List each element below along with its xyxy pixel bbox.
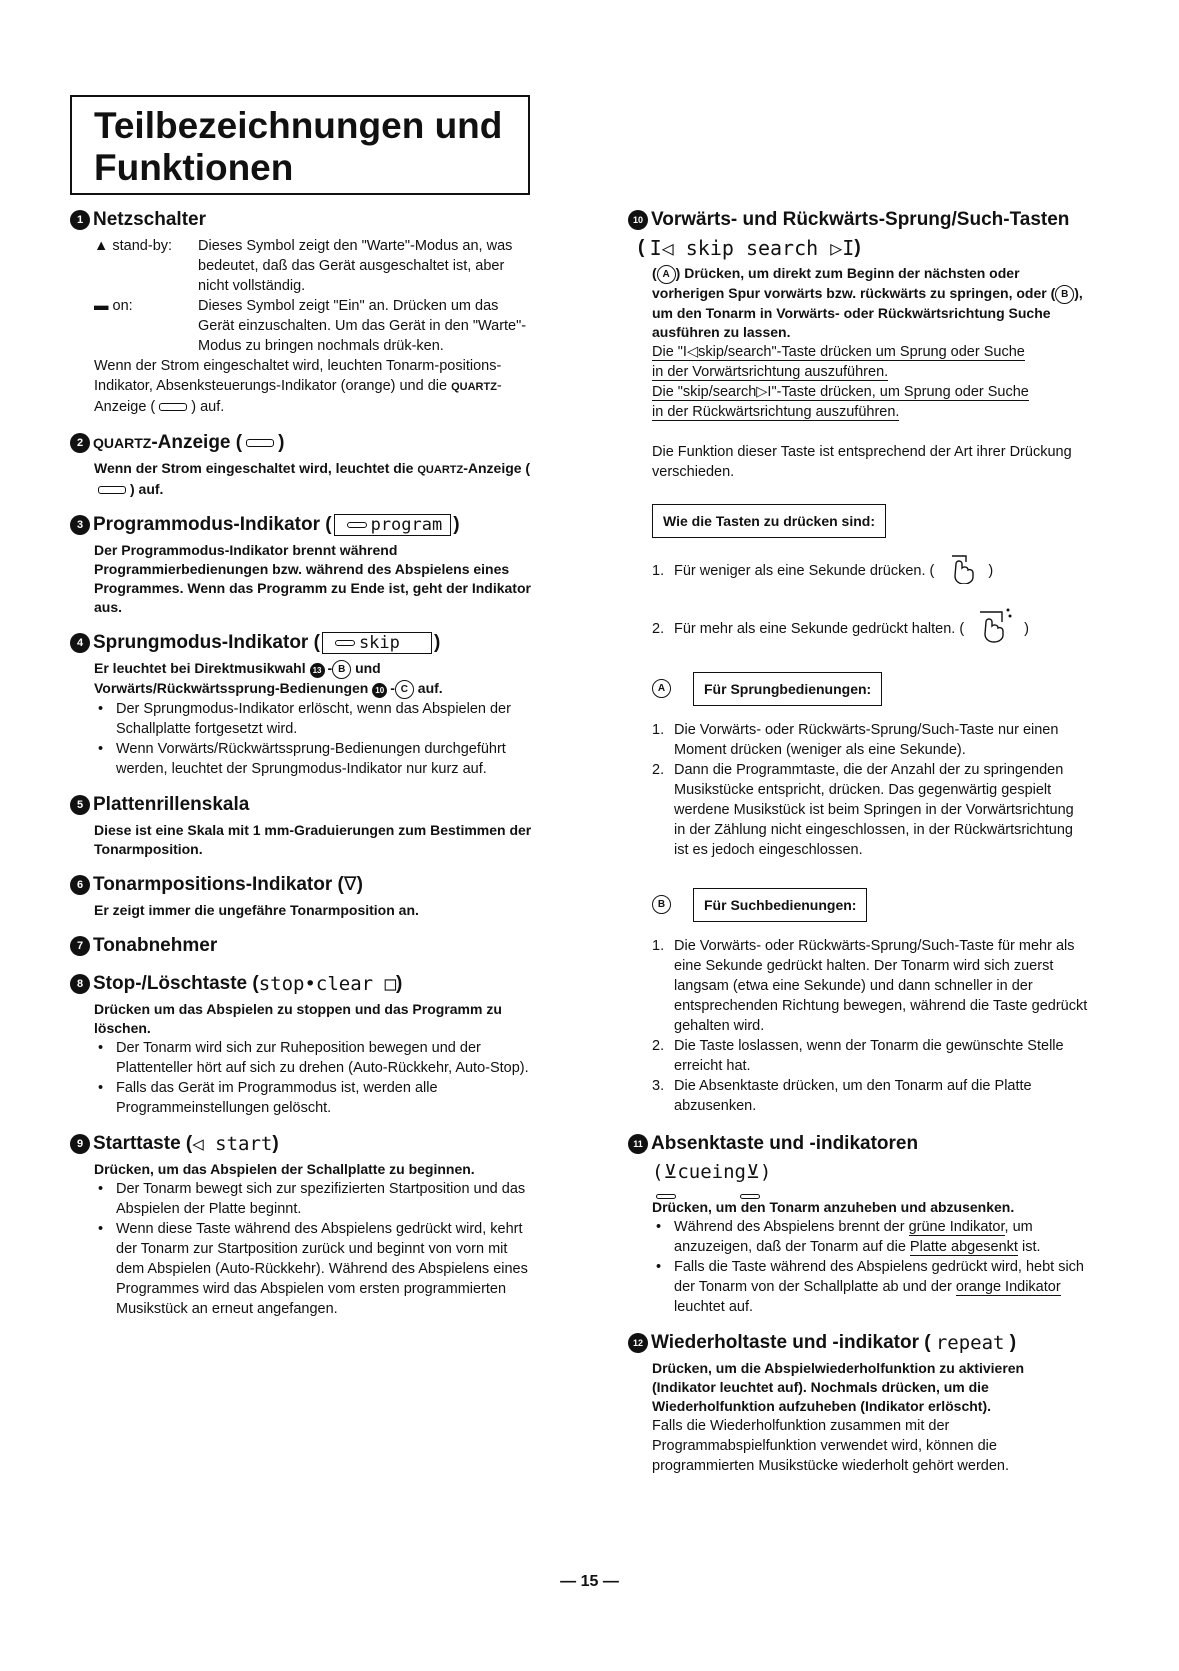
section-heading: 1 Netzschalter xyxy=(70,208,532,232)
howto-label: Wie die Tasten zu drücken sind: xyxy=(652,504,886,538)
skip-operation-label: Für Sprungbedienungen: xyxy=(693,672,882,706)
section-programmodus: 3 Programmodus-Indikator ( program ) Der Programmodus-Indikator brennt während Programmierbedienungen bzw. während des Abspielens eines Programmes. Wenn das Programm zu Ende ist, geht der Indikator aus. xyxy=(70,513,532,617)
section-tonarmposition: 6 Tonarmpositions-Indikator ( ∇ ) Er zeigt immer die ungefähre Tonarmposition an. xyxy=(70,873,532,920)
section-absenktaste: 11 Absenktaste und -indikatoren (⊻cueing⊻) Drücken, um den Tonarm anzuheben und abzusenken. • Während des Abspielens brennt der grüne Indikator, um anzuzeigen, daß der Tonarm auf die Platte abgesenkt ist. • Falls die Taste während des Abspielens gedrückt wird, hebt sich der Tonarm von der Schallplatte ab und der orange Indikator leuchtet auf. xyxy=(628,1132,1088,1317)
section-tonabnehmer: 7 Tonabnehmer xyxy=(70,934,532,958)
section-wiederholtaste: 12 Wiederholtaste und -indikator ( repeat ) Drücken, um die Abspielwiederholfunktion zu aktivieren (Indikator leuchtet auf). Nochmals drücken, um die Wiederholfunktion aufzuheben (Indikator erlöscht). Falls die Wiederholfunktion zusammen mit der Programmabspielfunktion verwendet wird, können die programmierten Musikstücke wiederholt gehört werden. xyxy=(628,1331,1088,1476)
indicator-icon xyxy=(98,486,126,494)
number-badge: 1 xyxy=(70,210,90,230)
section-starttaste: 9 Starttaste ( ◁ start ) Drücken, um das Abspielen der Schallplatte zu beginnen. • Der Tonarm bewegt sich zur spezifizierten Startposition und das Abspielen der Platte beginnt. • Wenn diese Taste während des Abspielens gedrückt wird, kehrt der Tonarm zur Startposition zurück und beginnt von vorn mit dem Abspielen (Auto-Rückkehr). Während des Abspielens eines Programmes wird das Abspielen vom ersten programmierten Musikstück an erneut angefangen. xyxy=(70,1132,532,1319)
section-quartz-anzeige: 2 QUARTZ -Anzeige ( ) Wenn der Strom eingeschaltet wird, leuchtet die QUARTZ-Anzeige () auf. xyxy=(70,431,532,499)
long-press-hand-icon xyxy=(974,606,1014,652)
section-sprungmodus: 4 Sprungmodus-Indikator ( skip ) Er leuchtet bei Direktmusikwahl 13 - B und Vorwärts/Rückwärtssprung-Bedienungen 10 - C auf. • Der Sprungmodus-Indikator erlöscht, wenn das Abspielen der Schallplatte fortgesetzt wird. • Wenn Vorwärts/Rückwärtssprung-Bedienungen durchgeführt werden, leuchtet der Sprungmodus-Indikator nur kurz auf. xyxy=(70,631,532,779)
short-press-hand-icon xyxy=(944,552,978,590)
indicator-icon xyxy=(246,439,274,447)
section-stoptaste: 8 Stop-/Löschtaste ( stop•clear □ ) Drücken um das Abspielen zu stoppen und das Programm zu löschen. • Der Tonarm wird sich zur Ruheposition bewegen und der Plattenteller hört auf sich zu drehen (Auto-Rückkehr, Auto-Stop). • Falls das Gerät im Programmodus ist, werden alle Programmeinstellungen gelöscht. xyxy=(70,972,532,1118)
page-number: — 15 — xyxy=(560,1573,619,1590)
section-plattenrillenskala: 5 Plattenrillenskala Diese ist eine Skala mit 1 mm-Graduierungen zum Bestimmen der Tonarmposition. xyxy=(70,793,532,859)
search-operation-label: Für Suchbedienungen: xyxy=(693,888,867,922)
title-box xyxy=(70,95,530,195)
section-sprung-such-tasten: 10 Vorwärts- und Rückwärts-Sprung/Such-Tasten ( I◁ skip search ▷I ) ( A ) Drücken, um direkt zum Beginn der nächsten oder vorherigen Spur vorwärts bzw. rückwärts zu springen, oder ( B ), um den Tonarm in Vorwärts- oder Rückwärtsrichtung Suche ausführen zu lassen. Die "I◁skip/search"-Taste drücken um Sprung oder Suche in der Vorwärtsrichtung auszuführen. Die "skip/search▷I"-Taste drücken, um Sprung oder Suche in der Rückwärtsrichtung auszuführen. Die Funktion dieser Taste ist entsprechend der Art ihrer Drückung verschieden. Wie die Tasten zu drücken sind: 1. Für weniger als eine Sekunde drücken. ( ) 2. Für mehr als eine Sekunde gedrückt halten. ( ) A Für Sprungbedienungen: 1. Die Vorwärts- oder Rückwärts-Sprung/Such-Taste nur einen Moment drücken (weniger als eine Sekunde). 2. Dann die Programmtaste, die der Anzahl der zu springenden Musikstücke entspricht, drücken. Das gegenwärtig gespielt werdene Musikstück ist beim Springen in der Vorwärtsrichtung in der Zählung nicht eingeschlossen, in der Rückwärtsrichtung ist es jedoch eingeschlossen. B Für Suchbedienungen: 1. Die Vorwärts- oder Rückwärts-Sprung/Such-Taste für mehr als eine Sekunde gedrückt halten. Der Tonarm wird sich zuerst langsam (etwa eine Sekunde) und dann schneller in der entsprechenden Richtung bewegen, während die Taste gedrückt gehalten wird. 2. Die Taste loslassen, wenn der Tonarm die gewünschte Stelle erreicht hat. 3. Die Absenktaste drücken, um den Tonarm auf die Platte abzusenken. xyxy=(628,208,1088,1116)
page-title: Teilbezeichnungen und Funktionen xyxy=(94,105,503,188)
indicator-icon xyxy=(159,403,187,411)
left-column xyxy=(70,208,532,1333)
right-column xyxy=(628,208,1088,1490)
section-netzschalter: 1 Netzschalter ▲ stand-by: Dieses Symbol zeigt den "Warte"-Modus an, was bedeutet, daß das Gerät ausgeschaltet ist, aber nicht vollständig. ▬ on: Dieses Symbol zeigt "Ein" an. Drücken um das Gerät einzuschalten. Um das Gerät in den "Warte"-Modus zu bringen nochmals drük-ken. Wenn der Strom eingeschaltet wird, leuchten Tonarm-positions-Indikator, Absenksteuerungs-Indikator (orange) und die QUARTZ-Anzeige ( ) auf. xyxy=(70,208,532,417)
